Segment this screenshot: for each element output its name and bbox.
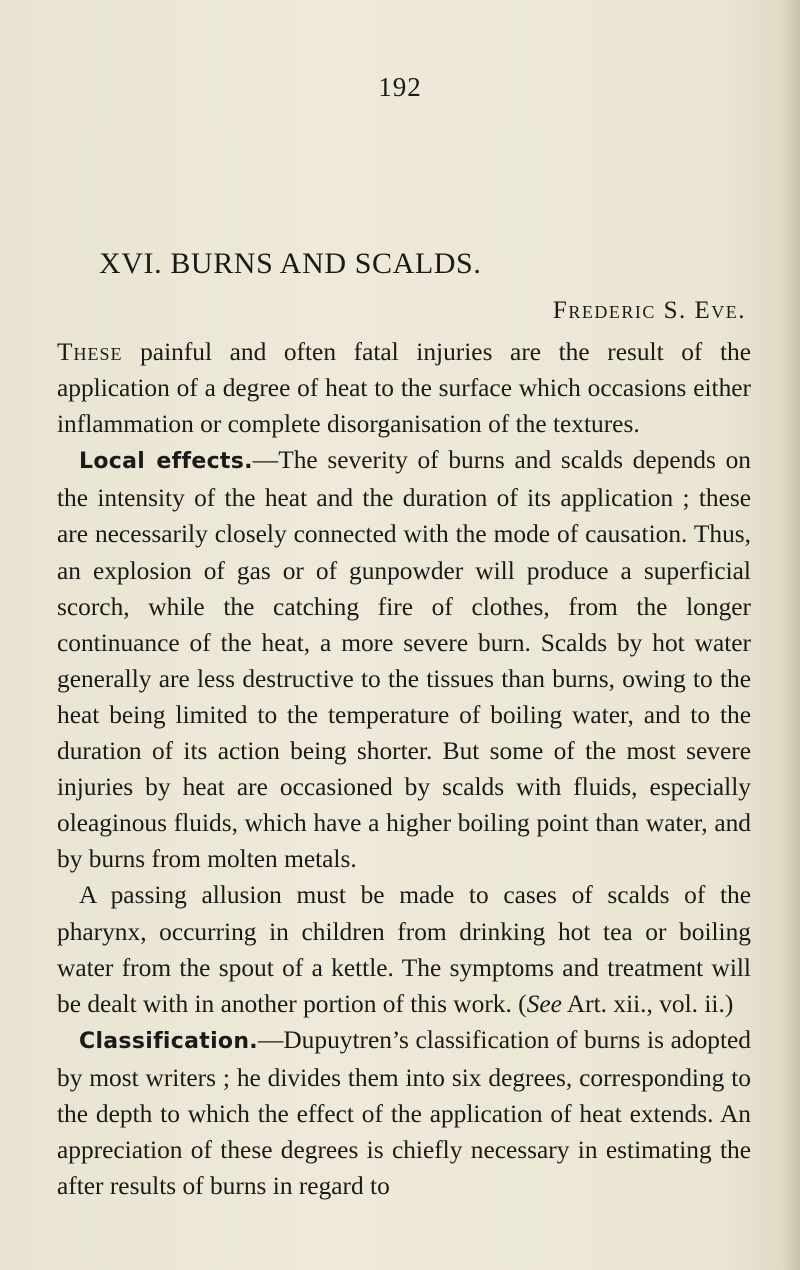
paragraph-pharynx [57, 877, 751, 1021]
paragraph-text: Art. xii., vol. ii.) [561, 989, 734, 1018]
section-heading-local-effects: Local effects. [79, 449, 253, 475]
see-reference: See [526, 989, 562, 1018]
chapter-title: XVI. BURNS AND SCALDS. [99, 247, 482, 280]
section-heading-classification: Classification. [79, 1028, 258, 1054]
paragraph-text: painful and often fatal injuries are the result of the application of a degree of heat to the surface which occasions either inflammation or complete disorganisation of the textures. [57, 338, 751, 439]
paragraph-text: —Dupuytren’s classification of burns is adopted by most writers ; he divides them into six degrees, corresponding to the depth to which the effect of the application of heat extends. An appreciation of these degrees is chiefly necessary in estimating the after results of burns in regard to [57, 1025, 751, 1201]
page-edge-shadow [782, 0, 800, 1270]
page-number: 192 [378, 72, 422, 102]
author-name: Frederic S. Eve. [552, 297, 746, 324]
paragraph-local-effects [57, 442, 751, 877]
paragraph-text: —The severity of burns and scalds depends on the intensity of the heat and the duration of its application ; these are necessarily closely connected with the mode of causation. Thus, an explosion of gas or of gunpowder will produce a superficial scorch, while the catching fire of clothes, from the longer continuance of the heat, a more severe burn. Scalds by hot water generally are less destructive to the tissues than burns, owing to the heat being limited to the temperature of boiling water, and to the duration of its action being shorter. But some of the most severe injuries by heat are occasioned by scalds with fluids, especially oleaginous fluids, which have a higher boiling point than water, and by burns from molten metals. [57, 446, 751, 874]
paragraph-text: A passing allusion must be made to cases of scalds of the pharynx, occurring in children from drinking hot tea or boiling water from the spout of a kettle. The symptoms and treatment will be dealt with in another portion of this work. ( [57, 881, 751, 1018]
lead-word: These [57, 338, 123, 366]
paragraph-classification [57, 1022, 751, 1204]
paragraph-intro [57, 334, 751, 442]
body-text [57, 334, 751, 1204]
